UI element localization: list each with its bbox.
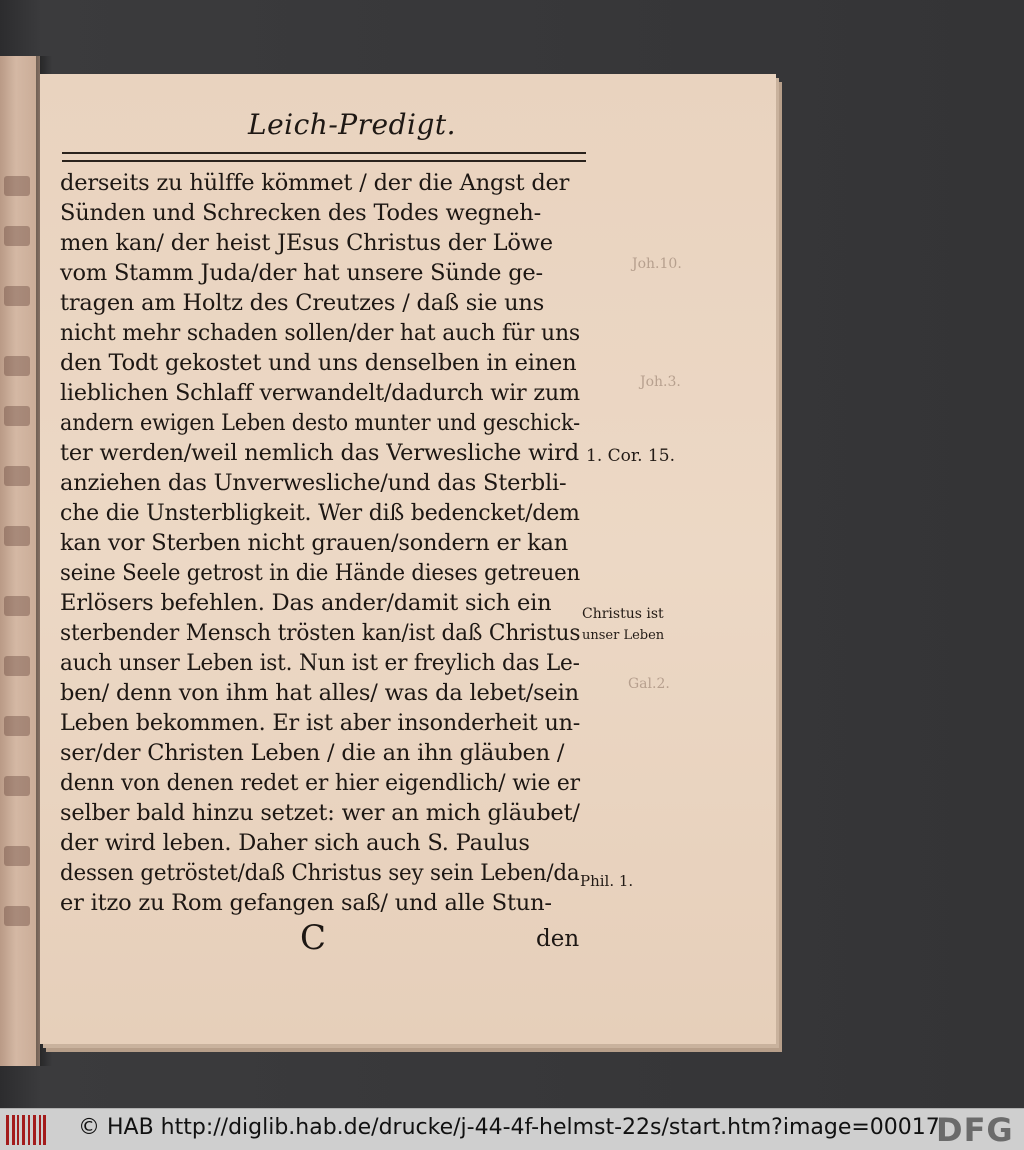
text-line: anziehen das Unverwesliche/und das Sterbli-	[60, 470, 567, 496]
text-line: ter werden/weil nemlich das Verwesliche wird	[60, 440, 579, 466]
text-line: selber bald hinzu setzet: wer an mich gläubet/	[60, 800, 580, 826]
text-line: andern ewigen Leben desto munter und geschick-	[60, 410, 580, 436]
text-line: ser/der Christen Leben / die an ihn gläuben /	[60, 740, 565, 766]
signature-mark: C	[300, 918, 327, 958]
text-line: kan vor Sterben nicht grauen/sondern er kan	[60, 530, 569, 556]
text-line: Erlösers befehlen. Das ander/damit sich ein	[60, 590, 552, 616]
text-line: vom Stamm Juda/der hat unsere Sünde ge-	[60, 260, 543, 286]
running-header: Leich-Predigt.	[248, 108, 457, 141]
text-line: sterbender Mensch trösten kan/ist daß Christus	[60, 620, 581, 646]
bleed-through-note: Gal.2.	[628, 676, 670, 692]
text-line: der wird leben. Daher sich auch S. Paulus	[60, 830, 530, 856]
footer-copyright-link[interactable]: © HAB http://diglib.hab.de/drucke/j-44-4f-helmst-22s/start.htm?image=00017	[78, 1115, 940, 1140]
text-line: er itzo zu Rom gefangen saß/ und alle Stun-	[60, 890, 552, 916]
footer-bar	[0, 1108, 1024, 1150]
bleed-through-note: Joh.3.	[640, 374, 681, 390]
margin-note-cor: 1. Cor. 15.	[586, 446, 675, 466]
text-line: ben/ denn von ihm hat alles/ was da lebet/sein	[60, 680, 579, 706]
text-line: che die Unsterbligkeit. Wer diß bedencket/dem	[60, 500, 580, 526]
catchword: den	[536, 926, 580, 952]
text-line: den Todt gekostet und uns denselben in einen	[60, 350, 577, 376]
text-line: nicht mehr schaden sollen/der hat auch für uns	[60, 320, 581, 346]
barcode-icon	[6, 1115, 46, 1145]
text-line: denn von denen redet er hier eigendlich/ wie er	[60, 770, 580, 796]
margin-note-christus: Christus ist	[582, 606, 664, 622]
text-line: dessen getröstet/daß Christus sey sein Leben/da	[60, 860, 580, 886]
text-line: lieblichen Schlaff verwandelt/dadurch wir zum	[60, 380, 580, 406]
text-line: Leben bekommen. Er ist aber insonderheit un-	[60, 710, 581, 736]
margin-note-phil: Phil. 1.	[580, 872, 634, 890]
text-line: auch unser Leben ist. Nun ist er freylich das Le-	[60, 650, 580, 676]
text-line: seine Seele getrost in die Hände dieses getreuen	[60, 560, 580, 586]
text-line: tragen am Holtz des Creutzes / daß sie uns	[60, 290, 545, 316]
text-line: derseits zu hülffe kömmet / der die Angst der	[60, 170, 570, 196]
bleed-through-note: Joh.10.	[632, 256, 682, 272]
text-line: Sünden und Schrecken des Todes wegneh-	[60, 200, 541, 226]
margin-note-leben: unser Leben	[582, 628, 665, 643]
text-line: men kan/ der heist JEsus Christus der Löwe	[60, 230, 553, 256]
dfg-logo: DFG	[936, 1111, 1014, 1149]
header-rule	[62, 152, 586, 162]
previous-page-edge	[0, 56, 40, 1066]
